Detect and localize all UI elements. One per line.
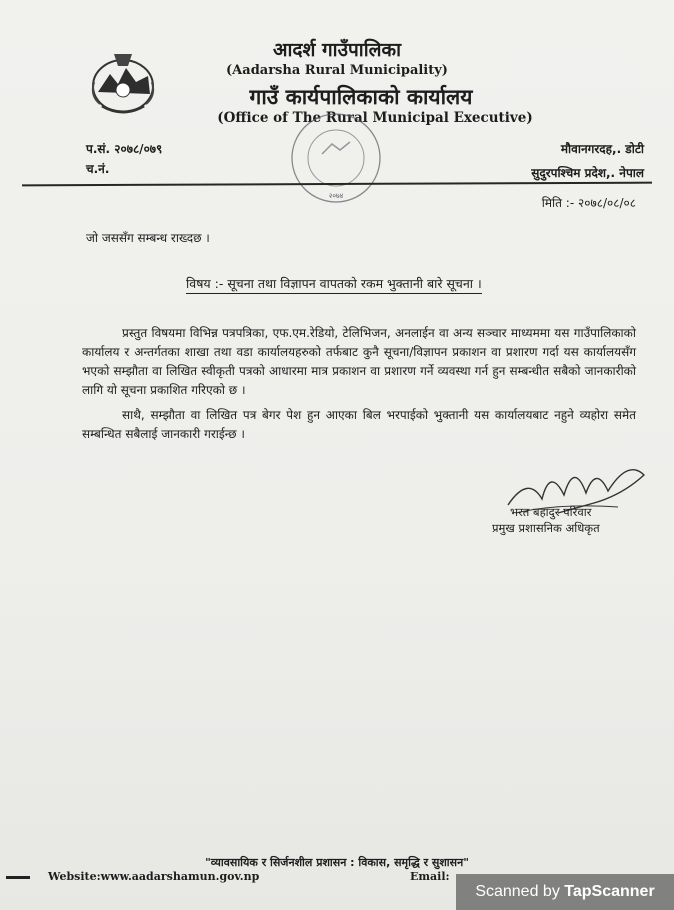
footer-dash [6,876,30,879]
watermark-prefix: Scanned by [475,883,565,900]
letter-number: प.सं. २०७८/०७९ [86,142,163,156]
letter-date: मिति :- २०७८/०८/०८ [541,196,636,210]
footer-motto: "व्यावसायिक र सिर्जनशील प्रशासन : विकास, समृद्धि र सुशासन" [205,856,469,869]
watermark-brand: TapScanner [564,883,655,900]
footer-website: Website:www.aadarshamun.gov.np [48,870,260,883]
body-paragraph-2: साथै, सम्झौता वा लिखित पत्र बेगर पेश हुन आएका बिल भरपाईको भुक्तानी यस कार्यालयबाट नहुने व्यहोरा समेत सम्बन्धित सबैलाई जानकारी गराईन्छ । [82,408,636,441]
scanner-watermark [456,874,674,910]
address-line-1: मौवानगरदह,. डोटी [560,142,644,156]
office-title: गाउँ कार्यपालिकाको कार्यालय [249,85,473,109]
subject-line: विषय :- सूचना तथा विज्ञापन वापतको रकम भुक्तानी बारे सूचना । [186,275,482,294]
municipality-title: आदर्श गाउँपालिका [272,39,402,61]
body-paragraph-1: प्रस्तुत विषयमा विभिन्न पत्रपत्रिका, एफ.एम.रेडियो, टेलिभिजन, अनलाईन वा अन्य सञ्चार माध्यममा यस गाउँपालिकाको कार्यालय र अन्तर्गतका शाखा तथा वडा कार्यालयहरुको तर्फबाट कुनै सूचना/विज्ञापन प्रकाशन वा प्रशारण गर्दा यस कार्यालयसँग भएको सम्झौता वा लिखित स्वीकृती पत्रको आधारमा मात्र प्रकाशन वा प्रशारण गर्ने व्यवस्था गर्न हुन सम्बन्धीत सबैको जानकारीको लागि यो सूचना प्रकाशित गरिएको छ । [82,326,636,397]
municipality-title-english: (Aadarsha Rural Municipality) [226,63,448,78]
signatory-title: प्रमुख प्रशासनिक अधिकृत [492,521,600,535]
salutation: जो जससँग सम्बन्ध राख्दछ । [86,231,210,245]
signatory-name: भरत बहादुर परिवार [510,505,592,519]
office-stamp-icon [288,110,384,206]
address-line-2: सुदुरपश्चिम प्रदेश,. नेपाल [531,166,644,180]
footer-email: Email: [410,870,450,883]
office-title-english: (Office of The Rural Municipal Executive) [217,110,533,126]
stamp-year: २०७४ [328,192,344,200]
dispatch-number: च.नं. [86,162,110,176]
